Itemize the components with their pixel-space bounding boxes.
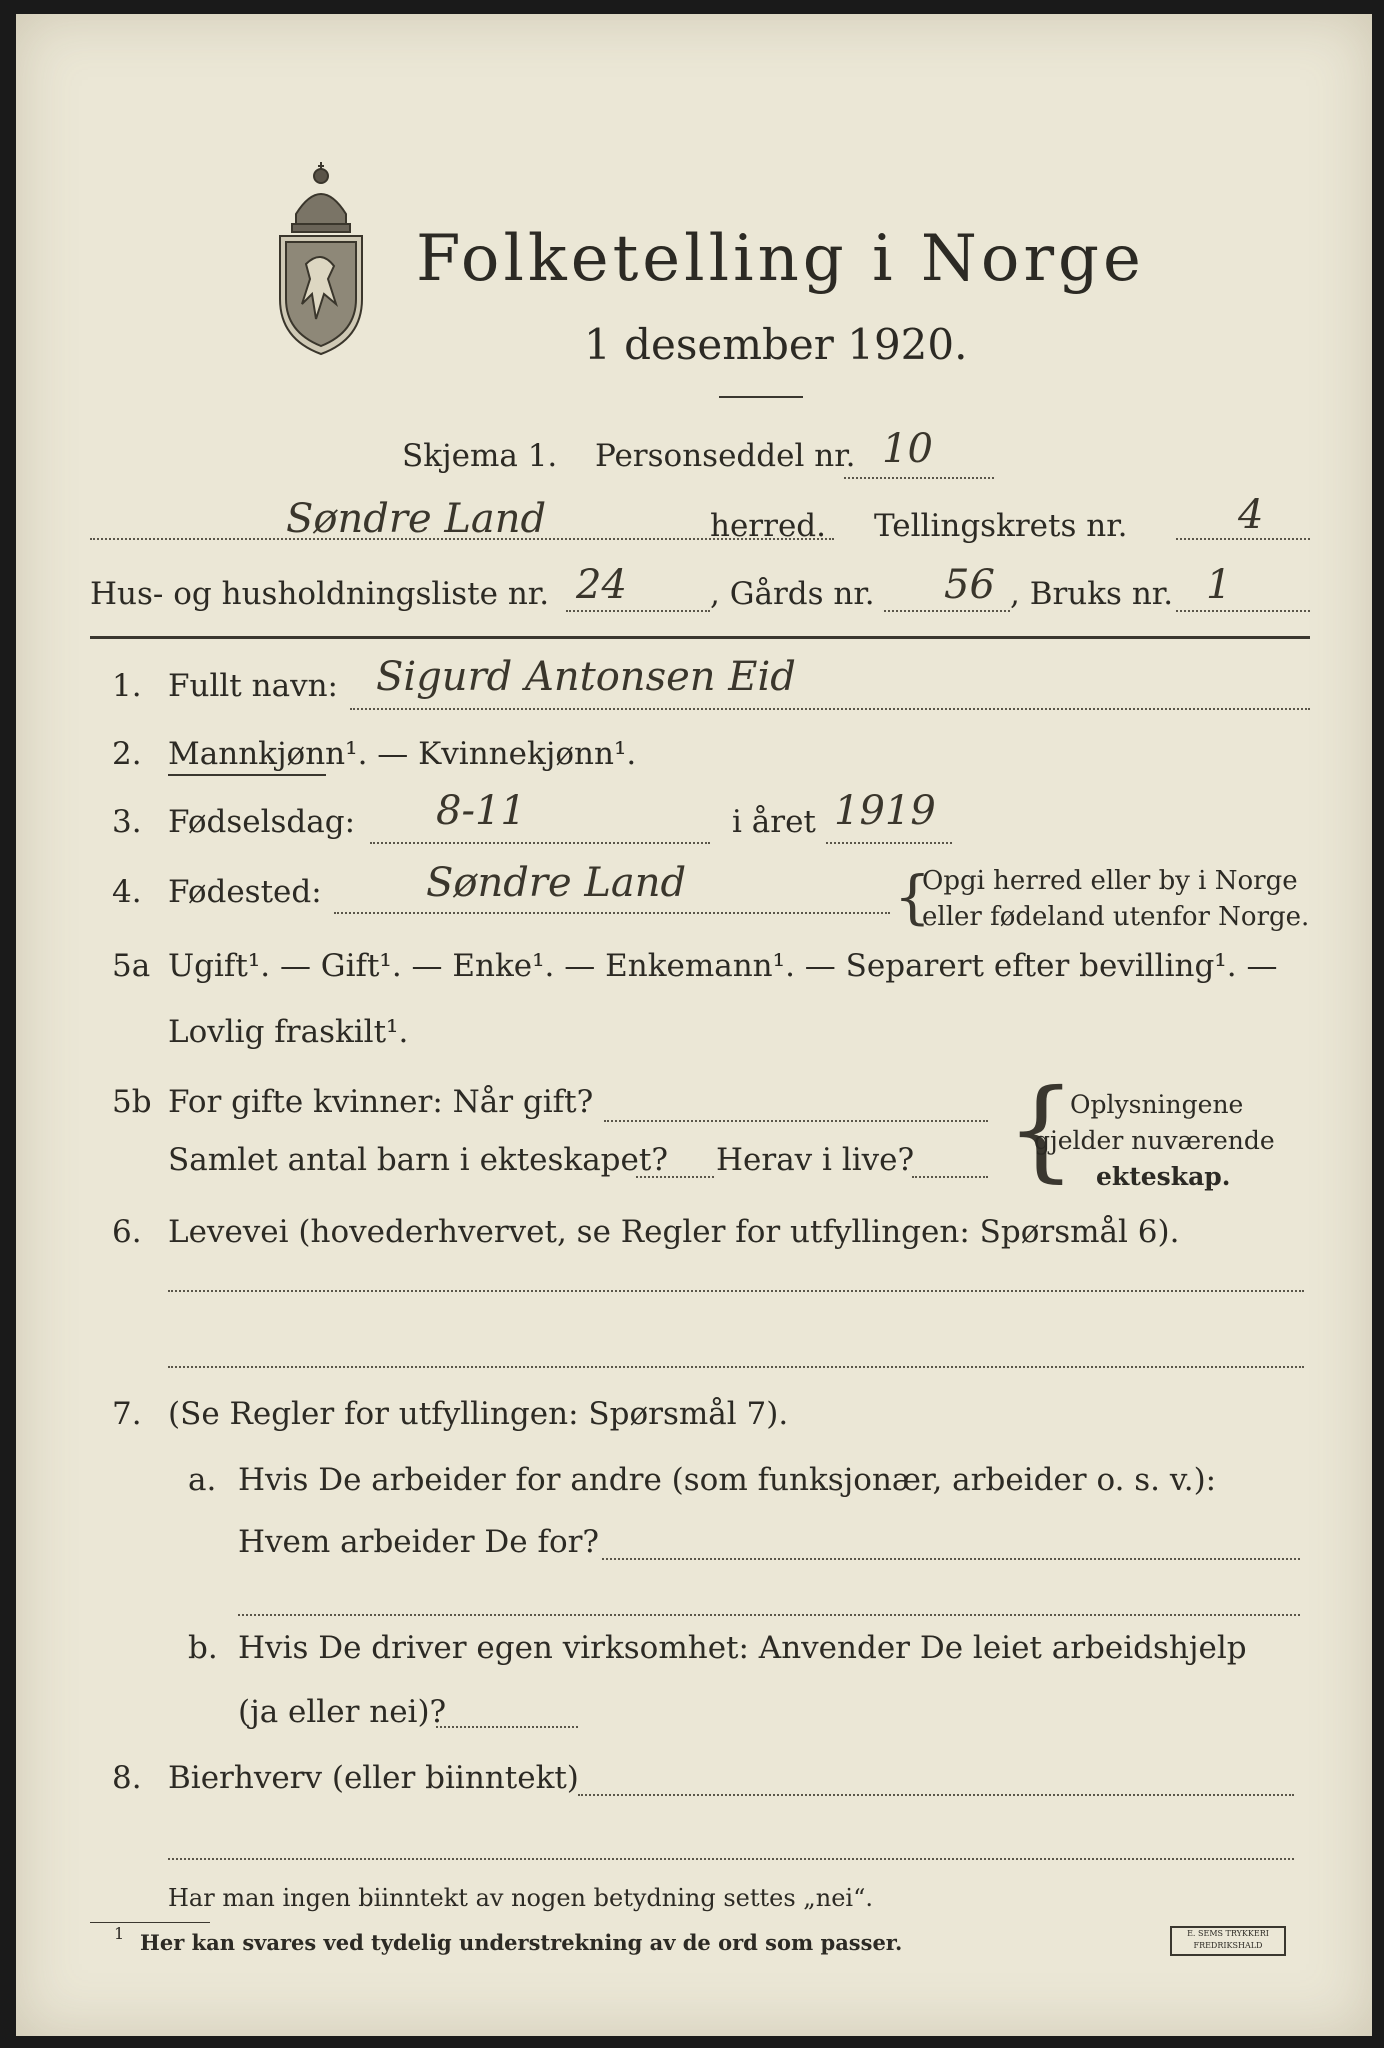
q7a-number: a. [188,1462,217,1498]
footnote-text: Her kan svares ved tydelig understrekning av de ord som passer. [140,1930,903,1955]
q7a-line-1 [602,1558,1300,1560]
q5b-note-3: ekteskap. [1096,1162,1231,1191]
herred-label: herred. [710,508,826,544]
q5b-number: 5b [112,1084,152,1120]
q4-brace: { [894,863,931,931]
gards-label: , Gårds nr. [710,576,875,612]
q5b-note-2: gjelder nuværende [1034,1126,1275,1155]
bruks-label: , Bruks nr. [1010,576,1174,612]
q2-underline [168,774,326,776]
q5b-line-1 [604,1120,988,1122]
q5b-label-3: Herav i live? [716,1142,915,1178]
q1-number: 1. [112,668,142,704]
census-form [16,14,1372,2036]
q6-label: Levevei (hovederhvervet, se Regler for utfyllingen: Spørsmål 6). [168,1214,1180,1250]
q3-year-label: i året [732,804,816,840]
q3-year-line [826,842,952,844]
bruks-value: 1 [1206,562,1232,608]
q8-label: Bierhverv (eller biinntekt) [168,1760,579,1796]
q5a-number: 5a [112,948,151,984]
title-divider [719,396,803,398]
q3-number: 3. [112,804,142,840]
q7b-line [436,1726,578,1728]
q4-value: Søndre Land [426,860,687,906]
printer-stamp: E. SEMS TRYKKERI FREDRIKSHALD [1170,1926,1286,1956]
q7a-line-2 [238,1614,1300,1616]
q5b-brace: { [1006,1065,1076,1193]
form-date: 1 desember 1920. [584,320,968,369]
coat-of-arms-icon [266,154,376,364]
q6-line-1 [168,1290,1304,1292]
q3-value: 8-11 [436,788,526,834]
personseddel-line [844,477,994,479]
q4-note-2: eller fødeland utenfor Norge. [922,902,1310,932]
hus-label: Hus- og husholdningsliste nr. [90,576,550,612]
hus-line [566,610,710,612]
gards-value: 56 [944,562,995,608]
q6-line-2 [168,1366,1304,1368]
gards-line [884,610,1010,612]
q5a-label: Ugift¹. — Gift¹. — Enke¹. — Enkemann¹. — Separert efter bevilling¹. — [168,948,1278,984]
q1-label: Fullt navn: [168,668,338,704]
footer-note: Har man ingen biinntekt av nogen betydning settes „nei“. [168,1884,873,1912]
q5b-line-2 [636,1176,714,1178]
q5a-label-2: Lovlig fraskilt¹. [168,1014,409,1050]
q7-label: (Se Regler for utfyllingen: Spørsmål 7). [168,1396,789,1432]
q7a-label: Hvis De arbeider for andre (som funksjonær, arbeider o. s. v.): [238,1462,1217,1498]
q4-note-1: Opgi herred eller by i Norge [922,866,1298,896]
q4-label: Fødested: [168,874,322,910]
q7-number: 7. [112,1396,142,1432]
header-rule [90,636,1310,639]
personseddel-value: 10 [882,426,933,472]
q4-number: 4. [112,874,142,910]
q1-value: Sigurd Antonsen Eid [376,654,796,700]
q8-line-1 [578,1794,1294,1796]
q7a-label-2: Hvem arbeider De for? [238,1524,600,1560]
q5b-label: For gifte kvinner: Når gift? [168,1084,594,1120]
herred-value: Søndre Land [286,496,547,542]
tellingskrets-label: Tellingskrets nr. [874,508,1128,544]
q4-line [334,912,890,914]
q2-number: 2. [112,736,142,772]
q3-label: Fødselsdag: [168,804,356,840]
q7b-label: Hvis De driver egen virksomhet: Anvender De leiet arbeidshjelp [238,1630,1247,1666]
q5b-label-2: Samlet antal barn i ekteskapet? [168,1142,668,1178]
q2-label: Mannkjønn¹. — Kvinnekjønn¹. [168,736,637,772]
q3-line [370,842,710,844]
tellingskrets-value: 4 [1238,492,1264,538]
q7b-label-2: (ja eller nei)? [238,1694,447,1730]
q3-year-value: 1919 [834,788,936,834]
footnote-mark: 1 [114,1924,125,1943]
q5b-note-1: Oplysningene [1070,1090,1244,1119]
q7b-number: b. [188,1630,218,1666]
q5b-line-3 [912,1176,988,1178]
personseddel-label: Personseddel nr. [595,438,856,474]
q8-number: 8. [112,1760,142,1796]
form-title: Folketelling i Norge [416,222,1145,296]
skjema-label: Skjema 1. [402,438,558,474]
q8-line-2 [168,1858,1294,1860]
hus-value: 24 [576,562,627,608]
q1-line [350,708,1310,710]
q6-number: 6. [112,1214,142,1250]
footnote-rule [90,1922,210,1923]
bruks-line [1176,610,1310,612]
tellingskrets-line [1176,538,1310,540]
